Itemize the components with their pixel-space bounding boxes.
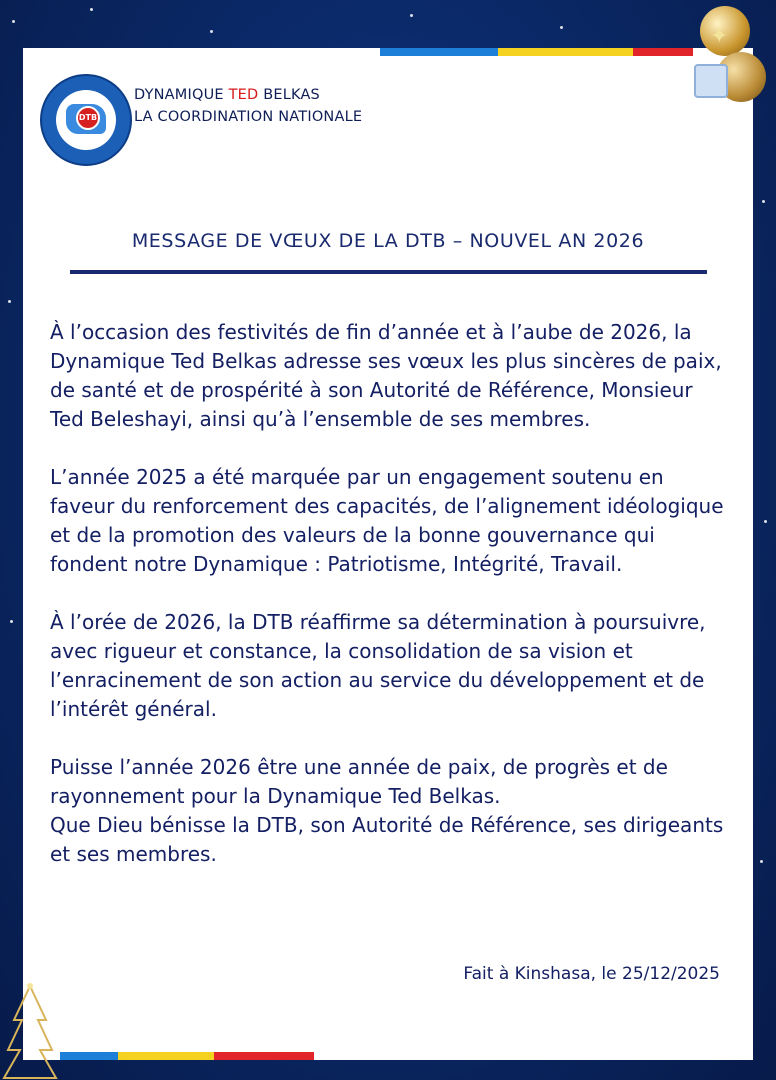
bottom-flag-bar xyxy=(60,1052,314,1060)
message-body xyxy=(50,318,730,898)
sparkle xyxy=(764,520,767,523)
org-name-suffix: BELKAS xyxy=(258,87,320,103)
flag-yellow xyxy=(498,48,633,56)
sparkle xyxy=(12,20,15,23)
star-icon: ✦ xyxy=(710,24,729,49)
organization-subtitle: LA COORDINATION NATIONALE xyxy=(134,109,363,125)
sparkle xyxy=(410,14,413,17)
sparkle xyxy=(90,8,93,11)
flag-red xyxy=(633,48,693,56)
gift-box-icon xyxy=(694,64,728,98)
paragraph: À l’occasion des festivités de fin d’année et à l’aube de 2026, la Dynamique Ted Belkas adresse ses vœux les plus sincères de paix, de santé et de prospérité à son Autorité de Référence, Monsieur Ted Beleshayi, ainsi qu’à l’ensemble de ses membres. xyxy=(50,320,722,431)
sparkle xyxy=(560,26,563,29)
message-title: MESSAGE DE VŒUX DE LA DTB – NOUVEL AN 2026 xyxy=(131,230,645,252)
organization-name xyxy=(134,84,362,106)
christmas-tree-icon xyxy=(0,980,60,1080)
signature-line: Fait à Kinshasa, le 25/12/2025 xyxy=(463,964,720,984)
flag-blue xyxy=(60,1052,118,1060)
paragraph: À l’orée de 2026, la DTB réaffirme sa détermination à poursuivre, avec rigueur et constance, la consolidation de sa vision et l’enracinement de son action au service du développement et de l’intérêt général. xyxy=(50,610,706,721)
sparkle xyxy=(762,200,765,203)
flag-red xyxy=(214,1052,314,1060)
sparkle xyxy=(8,300,11,303)
title-underline xyxy=(70,270,707,274)
organization-header xyxy=(134,84,362,128)
sparkle xyxy=(210,30,213,33)
org-name-prefix: DYNAMIQUE xyxy=(134,87,229,103)
sparkle xyxy=(10,620,13,623)
flag-yellow xyxy=(118,1052,214,1060)
top-flag-bar xyxy=(380,48,693,56)
sparkle xyxy=(760,860,763,863)
org-name-accent: TED xyxy=(228,87,259,103)
flag-blue xyxy=(380,48,498,56)
organization-logo xyxy=(40,74,132,166)
logo-monogram: DTB xyxy=(76,106,100,130)
paragraph: Que Dieu bénisse la DTB, son Autorité de Référence, ses dirigeants et ses membres. xyxy=(50,813,724,866)
paragraph: L’année 2025 a été marquée par un engagement soutenu en faveur du renforcement des capacités, de l’alignement idéologique et de la promotion des valeurs de la bonne gouvernance qui fondent notre Dynamique : Patriotisme, Intégrité, Travail. xyxy=(50,465,724,576)
paragraph: Puisse l’année 2026 être une année de paix, de progrès et de rayonnement pour la Dynamique Ted Belkas. xyxy=(50,755,668,808)
logo-inner xyxy=(56,90,116,150)
